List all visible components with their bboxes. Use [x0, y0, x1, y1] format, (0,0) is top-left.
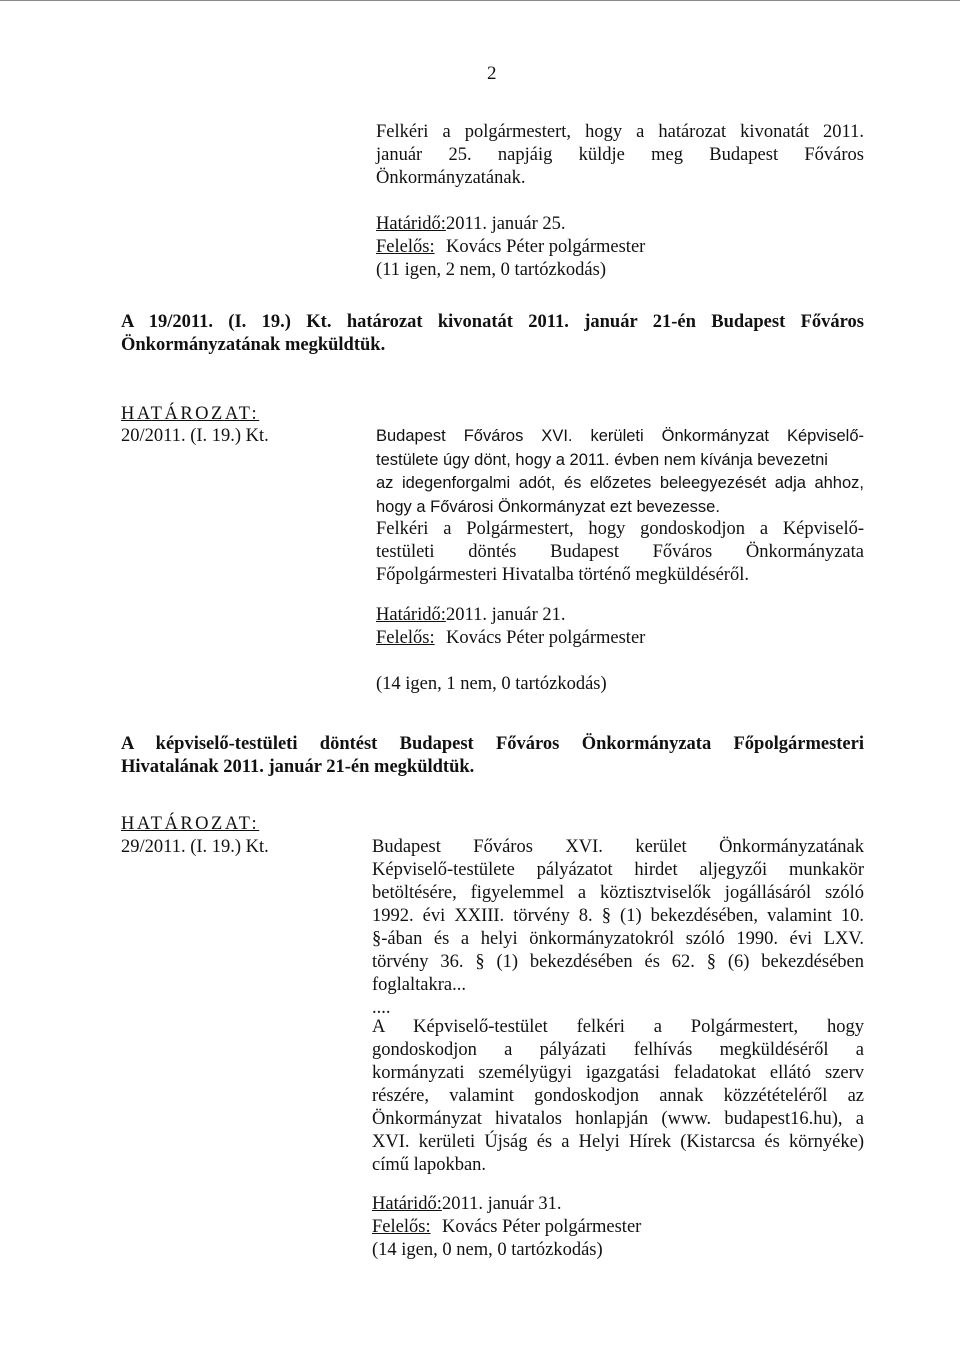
deadline-value: 2011. január 25. — [446, 214, 566, 234]
responsible-label: Felelős: — [376, 237, 435, 257]
resolution-line: Budapest Főváros XVI. kerület Önkormányzatának — [372, 837, 864, 857]
resolution-line: Budapest Főváros XVI. kerületi Önkormányzat Képviselő- — [376, 427, 864, 445]
resolution-line: az idegenforgalmi adót, és előzetes beleegyezését adja ahhoz, — [376, 474, 864, 492]
resolution-2-request — [372, 1016, 864, 1177]
resolution-line: testületi döntés Budapest Főváros Önkormányzata — [376, 542, 864, 562]
page-number: 2 — [487, 63, 497, 84]
resolution-line: hogy a Fővárosi Önkormányzat ezt bevezesse. — [376, 497, 720, 516]
intro-line: január 25. napjáig küldje meg Budapest Főváros — [376, 145, 864, 165]
resolution-line: XVI. kerületi Újság és a Helyi Hírek (Kistarcsa és környéke) — [372, 1132, 864, 1152]
intro-line: Önkormányzatának. — [376, 168, 526, 188]
resolution-1-request — [376, 518, 864, 587]
resolution-vote: (14 igen, 0 nem, 0 tartózkodás) — [372, 1240, 603, 1260]
intro-responsible — [376, 236, 645, 259]
deadline-label: Határidő: — [376, 214, 446, 234]
resolution-responsible — [376, 627, 645, 650]
resolution-line: §-ában és a helyi önkormányzatokról szóló 1990. évi LXV. — [372, 929, 864, 949]
resolution-heading: HATÁROZAT: — [121, 404, 260, 424]
resolution-line: gondoskodjon a pályázati felhívás megküldéséről a — [372, 1040, 864, 1060]
resolution-1-meta — [376, 604, 645, 650]
resolution-number: 20/2011. (I. 19.) Kt. — [121, 426, 269, 446]
notice-line: A képviselő-testületi döntést Budapest Főváros Önkormányzata Főpolgármesteri — [121, 734, 864, 754]
notice-line: Önkormányzatának megküldtük. — [121, 335, 386, 355]
notice-1 — [121, 311, 864, 357]
intro-vote: (11 igen, 2 nem, 0 tartózkodás) — [376, 260, 606, 280]
notice-line: Hivatalának 2011. január 21-én megküldtük. — [121, 757, 475, 777]
resolution-line: Önkormányzat hivatalos honlapján (www. budapest16.hu), a — [372, 1109, 864, 1129]
resolution-line: Főpolgármesteri Hivatalba történő megküldéséről. — [376, 565, 749, 585]
resolution-2-meta — [372, 1193, 641, 1262]
resolution-line: Képviselő-testülete pályázatot hirdet aljegyzői munkakör — [372, 860, 864, 880]
resolution-deadline — [372, 1193, 641, 1216]
page-top-rule — [0, 0, 960, 1]
resolution-responsible — [372, 1216, 641, 1239]
resolution-number: 29/2011. (I. 19.) Kt. — [121, 837, 269, 857]
intro-meta — [376, 213, 645, 282]
resolution-line: betöltésére, figyelemmel a köztisztviselők jogállásáról szóló — [372, 883, 864, 903]
resolution-line: kormányzati személyügyi igazgatási feladatokat ellátó szerv — [372, 1063, 864, 1083]
resolution-line: 1992. évi XXIII. törvény 8. § (1) bekezdésében, valamint 10. — [372, 906, 864, 926]
resolution-ellipsis: .... — [372, 998, 391, 1018]
resolution-1-vote: (14 igen, 1 nem, 0 tartózkodás) — [376, 674, 607, 694]
resolution-deadline — [376, 604, 645, 627]
resolution-2-text — [372, 836, 864, 1020]
resolution-line: törvény 36. § (1) bekezdésében és 62. § (6) bekezdésében — [372, 952, 864, 972]
responsible-label: Felelős: — [376, 628, 435, 648]
resolution-line: A Képviselő-testület felkéri a Polgármestert, hogy — [372, 1017, 864, 1037]
intro-line: Felkéri a polgármestert, hogy a határozat kivonatát 2011. — [376, 122, 864, 142]
notice-line: A 19/2011. (I. 19.) Kt. határozat kivonatát 2011. január 21-én Budapest Főváros — [121, 312, 864, 332]
resolution-line: testülete úgy dönt, hogy a 2011. évben nem kívánja bevezetni — [376, 450, 828, 469]
intro-deadline — [376, 213, 645, 236]
resolution-line: foglaltakra... — [372, 975, 466, 995]
responsible-value: Kovács Péter polgármester — [446, 237, 646, 257]
resolution-line: című lapokban. — [372, 1155, 487, 1175]
resolution-line: Felkéri a Polgármestert, hogy gondoskodjon a Képviselő- — [376, 519, 864, 539]
notice-2 — [121, 733, 864, 779]
deadline-value: 2011. január 31. — [442, 1194, 562, 1214]
resolution-line: részére, valamint gondoskodjon annak közzétételéről az — [372, 1086, 864, 1106]
deadline-value: 2011. január 21. — [446, 605, 566, 625]
deadline-label: Határidő: — [372, 1194, 442, 1214]
intro-paragraph — [376, 121, 864, 190]
responsible-value: Kovács Péter polgármester — [446, 628, 646, 648]
resolution-1-text — [376, 425, 864, 519]
deadline-label: Határidő: — [376, 605, 446, 625]
responsible-label: Felelős: — [372, 1217, 431, 1237]
responsible-value: Kovács Péter polgármester — [442, 1217, 642, 1237]
resolution-heading: HATÁROZAT: — [121, 814, 260, 834]
